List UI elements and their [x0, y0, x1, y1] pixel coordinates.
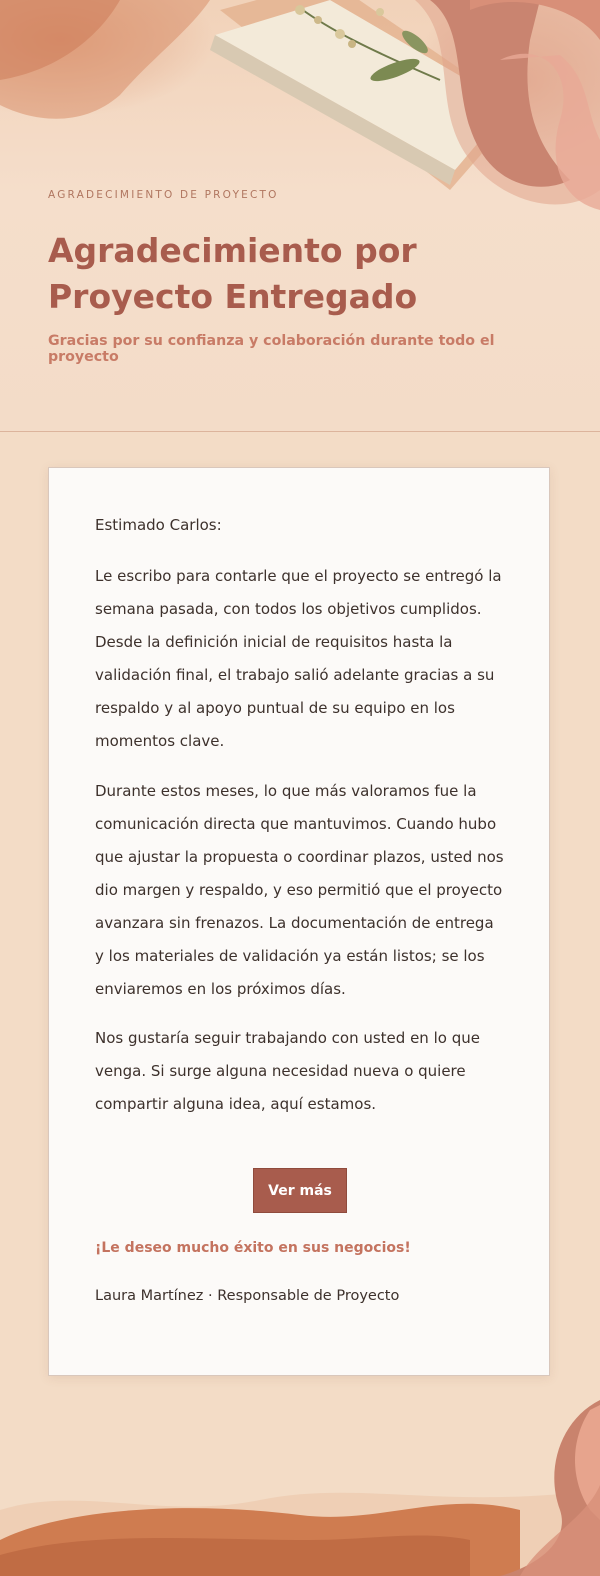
page-subtitle: Gracias por su confianza y colaboración durante todo el proyecto — [48, 333, 495, 365]
letter-greeting: Estimado Carlos: — [95, 516, 222, 534]
ver-mas-button[interactable]: Ver más — [253, 1168, 347, 1213]
eyebrow-label: AGRADECIMIENTO DE PROYECTO — [48, 189, 279, 201]
footer-ribbon-illustration — [0, 1390, 600, 1576]
hero-gift-illustration — [0, 0, 600, 432]
closing-wish: ¡Le deseo mucho éxito en sus negocios! — [95, 1240, 411, 1256]
letter-paragraph-1: Le escribo para contarle que el proyecto se entregó la semana pasada, con todos los objetivos cumplidos. Desde la definición inicial de requisitos hasta la validación final, el trabajo salió adelante gracias a su respaldo y al apoyo puntual de su equipo en los momentos clave. — [95, 567, 502, 750]
hero-banner — [0, 0, 600, 432]
page-title: Agradecimiento por Proyecto Entregado — [48, 231, 418, 316]
letter-paragraph-3: Nos gustaría seguir trabajando con usted en lo que venga. Si surge alguna necesidad nueva o quiere compartir alguna idea, aquí estamos. — [95, 1029, 480, 1113]
letter-paragraph-2: Durante estos meses, lo que más valoramos fue la comunicación directa que mantuvimos. Cuando hubo que ajustar la propuesta o coordinar plazos, usted nos dio margen y respaldo, y eso permitió que el proyecto avanzara sin frenazos. La documentación de entrega y los materiales de validación ya están listos; se los enviaremos en los próximos días. — [95, 782, 504, 998]
letter-card — [48, 467, 550, 1376]
signature: Laura Martínez · Responsable de Proyecto — [95, 1288, 400, 1304]
hero-divider — [0, 431, 600, 432]
